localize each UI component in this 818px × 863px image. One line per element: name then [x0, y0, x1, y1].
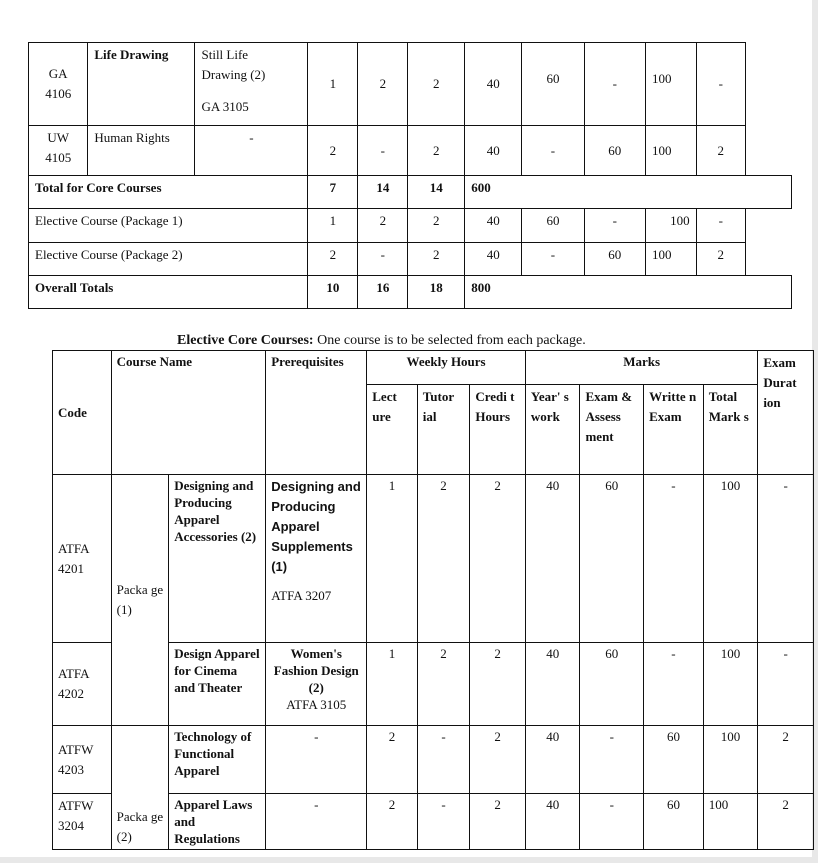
- duration-cell: 2: [758, 794, 814, 850]
- written-cell: 60: [584, 126, 645, 176]
- duration-cell: -: [758, 475, 814, 643]
- table-row: [29, 126, 792, 176]
- exam-assess-cell: 60: [580, 475, 644, 643]
- tutorial-cell: 14: [358, 176, 408, 209]
- header-total-marks: Total Mark s: [703, 385, 758, 475]
- prerequisites: -: [266, 726, 367, 794]
- credit-cell: 2: [470, 643, 526, 726]
- written-cell: 60: [584, 243, 645, 276]
- year-work-cell: 40: [465, 209, 522, 243]
- exam-assess-cell: -: [522, 126, 584, 176]
- duration-cell: 2: [758, 726, 814, 794]
- header-row: [53, 351, 814, 385]
- overall-row: [29, 276, 792, 309]
- credit-cell: 2: [470, 475, 526, 643]
- prerequisites: -: [266, 794, 367, 850]
- duration-cell: -: [758, 643, 814, 726]
- prerequisites: [195, 43, 308, 126]
- lecture-cell: 2: [367, 726, 418, 794]
- lecture-cell: 7: [308, 176, 358, 209]
- credit-cell: 18: [408, 276, 465, 309]
- header-course-name: Course Name: [111, 351, 266, 475]
- table-row: [53, 475, 814, 643]
- tutorial-cell: -: [358, 126, 408, 176]
- total-cell: 100: [646, 243, 697, 276]
- header-lecture: Lect ure: [367, 385, 418, 475]
- duration-cell: -: [696, 209, 745, 243]
- credit-cell: 2: [470, 794, 526, 850]
- year-work-cell: 40: [525, 794, 580, 850]
- prereq-name: Women's Fashion Design (2): [273, 646, 359, 695]
- header-exam-duration: Exam Durat ion: [758, 351, 814, 475]
- prereq-name: Designing and Producing Apparel Supplements (1): [271, 479, 361, 574]
- course-code: UW 4105: [29, 126, 88, 176]
- tutorial-cell: -: [417, 794, 470, 850]
- lecture-cell: 1: [308, 209, 358, 243]
- header-code: Code: [53, 351, 112, 475]
- total-cell: 100: [703, 726, 758, 794]
- elective-row: [29, 243, 792, 276]
- prerequisites: -: [195, 126, 308, 176]
- written-cell: -: [644, 475, 704, 643]
- total-cell: 100: [646, 126, 697, 176]
- lecture-cell: 1: [308, 43, 358, 126]
- prereq-line: Still Life: [201, 47, 249, 62]
- prereq-code: ATFA 3207: [271, 588, 332, 603]
- credit-cell: 2: [408, 243, 465, 276]
- header-credit-hours: Credi t Hours: [470, 385, 526, 475]
- prerequisites: [266, 475, 367, 643]
- written-cell: -: [644, 643, 704, 726]
- lecture-cell: 2: [308, 126, 358, 176]
- credit-cell: 2: [470, 726, 526, 794]
- total-cell: 100: [646, 43, 697, 126]
- prereq-code: GA 3105: [201, 99, 249, 114]
- year-work-cell: 40: [465, 243, 522, 276]
- total-core-row: [29, 176, 792, 209]
- elective-row: [29, 209, 792, 243]
- year-work-cell: 40: [465, 126, 522, 176]
- prereq-line: Drawing (2): [201, 67, 266, 82]
- written-cell: 60: [644, 794, 704, 850]
- total-cell: 100: [703, 475, 758, 643]
- course-name: Design Apparel for Cinema and Theater: [169, 643, 266, 726]
- table-row: [29, 43, 792, 126]
- elective-label: Elective Course (Package 2): [29, 243, 308, 276]
- header-marks: Marks: [525, 351, 757, 385]
- header-year-work: Year' s work: [525, 385, 580, 475]
- caption-text: One course is to be selected from each package.: [313, 333, 586, 348]
- tutorial-cell: 2: [417, 475, 470, 643]
- table-row: [53, 726, 814, 794]
- elective-courses-table: [52, 350, 814, 850]
- credit-cell: 2: [408, 43, 465, 126]
- lecture-cell: 1: [367, 475, 418, 643]
- header-written-exam: Writte n Exam: [644, 385, 704, 475]
- tutorial-cell: 2: [358, 209, 408, 243]
- exam-assess-cell: -: [580, 794, 644, 850]
- total-core-label: Total for Core Courses: [29, 176, 308, 209]
- total-cell: 100: [703, 643, 758, 726]
- exam-assess-cell: 60: [522, 43, 584, 126]
- prerequisites: [266, 643, 367, 726]
- tutorial-cell: 2: [358, 43, 408, 126]
- exam-assess-cell: -: [522, 243, 584, 276]
- header-tutorial: Tutor ial: [417, 385, 470, 475]
- section-caption: [177, 333, 586, 349]
- overall-label: Overall Totals: [29, 276, 308, 309]
- prereq-code: ATFA 3105: [286, 697, 347, 712]
- course-code: ATFA 4201: [53, 475, 112, 643]
- header-weekly-hours: Weekly Hours: [367, 351, 526, 385]
- course-code: ATFW 3204: [53, 794, 112, 850]
- tutorial-cell: 2: [417, 643, 470, 726]
- year-work-cell: 40: [525, 475, 580, 643]
- header-exam-assessment: Exam & Assess ment: [580, 385, 644, 475]
- marks-total: 800: [465, 276, 792, 309]
- course-name: Designing and Producing Apparel Accessories (2): [169, 475, 266, 643]
- tutorial-cell: 16: [358, 276, 408, 309]
- caption-bold: Elective Core Courses:: [177, 333, 314, 348]
- course-code: ATFW 4203: [53, 726, 112, 794]
- course-name: Life Drawing: [88, 43, 195, 126]
- lecture-cell: 10: [308, 276, 358, 309]
- credit-cell: 2: [408, 209, 465, 243]
- tutorial-cell: -: [358, 243, 408, 276]
- year-work-cell: 40: [525, 726, 580, 794]
- exam-assess-cell: 60: [580, 643, 644, 726]
- exam-assess-cell: -: [580, 726, 644, 794]
- course-name: Technology of Functional Apparel: [169, 726, 266, 794]
- exam-assess-cell: 60: [522, 209, 584, 243]
- tutorial-cell: -: [417, 726, 470, 794]
- duration-cell: 2: [696, 126, 745, 176]
- duration-cell: 2: [696, 243, 745, 276]
- package-label: Packa ge (1): [111, 475, 169, 726]
- lecture-cell: 2: [308, 243, 358, 276]
- duration-cell: -: [696, 43, 745, 126]
- year-work-cell: 40: [465, 43, 522, 126]
- course-code: GA 4106: [29, 43, 88, 126]
- course-name: Human Rights: [88, 126, 195, 176]
- marks-total: 600: [465, 176, 792, 209]
- written-cell: 60: [644, 726, 704, 794]
- elective-label: Elective Course (Package 1): [29, 209, 308, 243]
- total-cell: 100: [703, 794, 758, 850]
- written-cell: -: [584, 209, 645, 243]
- year-work-cell: 40: [525, 643, 580, 726]
- lecture-cell: 2: [367, 794, 418, 850]
- course-code: ATFA 4202: [53, 643, 112, 726]
- lecture-cell: 1: [367, 643, 418, 726]
- credit-cell: 2: [408, 126, 465, 176]
- core-courses-table: [28, 42, 792, 309]
- written-cell: -: [584, 43, 645, 126]
- package-label: Packa ge (2): [111, 726, 169, 850]
- course-name: Apparel Laws and Regulations: [169, 794, 266, 850]
- header-prerequisites: Prerequisites: [266, 351, 367, 475]
- credit-cell: 14: [408, 176, 465, 209]
- total-cell: 100: [646, 209, 697, 243]
